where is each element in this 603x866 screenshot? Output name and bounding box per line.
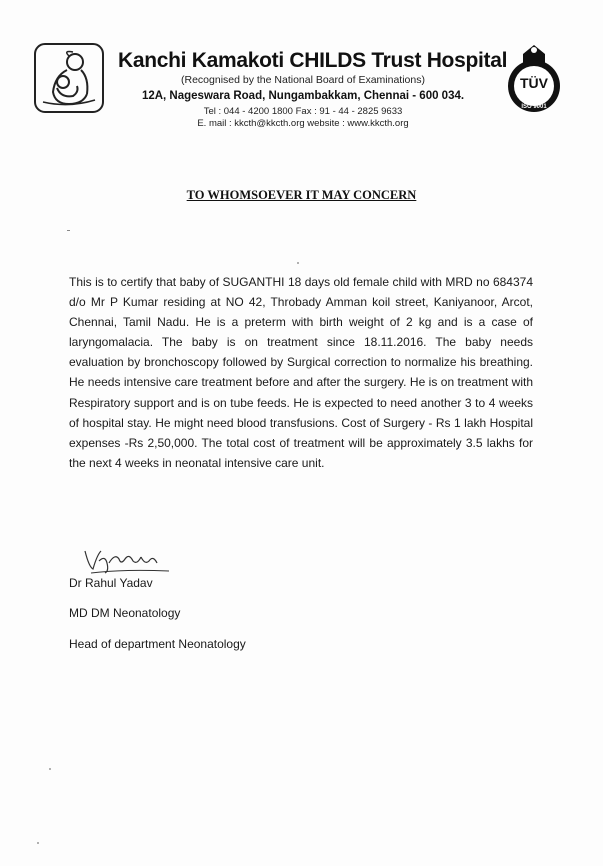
contact-line: Tel : 044 - 4200 1800 Fax : 91 - 44 - 2825 9633 bbox=[203, 106, 403, 117]
hospital-name: Kanchi Kamakoti CHILDS Trust Hospital bbox=[118, 49, 508, 72]
hospital-address: 12A, Nageswara Road, Nungambakkam, Chennai - 600 034. bbox=[141, 90, 465, 102]
email-website-line: E. mail : kkcth@kkcth.org website : www.kkcth.org bbox=[197, 118, 409, 129]
tuv-logo-text: TÜV bbox=[520, 75, 548, 91]
letter-heading: TO WHOMSOEVER IT MAY CONCERN bbox=[186, 188, 417, 202]
scan-speck bbox=[49, 768, 51, 770]
signatory-designation: Head of department Neonatology bbox=[69, 637, 246, 651]
signatory-degree: MD DM Neonatology bbox=[69, 606, 181, 620]
handwritten-signature bbox=[83, 545, 173, 577]
tuv-iso-certification-icon bbox=[497, 42, 571, 116]
scan-speck bbox=[37, 842, 39, 844]
scan-speck bbox=[297, 262, 299, 264]
stray-mark bbox=[67, 230, 70, 231]
iso-logo-text: ISO 9001 bbox=[521, 104, 547, 110]
signatory-name: Dr Rahul Yadav bbox=[69, 576, 153, 590]
hospital-logo-icon bbox=[33, 42, 105, 114]
recognition-line: (Recognised by the National Board of Examinations) bbox=[181, 74, 425, 86]
letter-body: This is to certify that baby of SUGANTHI 18 days old female child with MRD no 684374 d/o Mr P Kumar residing at NO 42, Throbady Amman koil street, Kaniyanoor, Arcot, Chennai, Tamil Nadu. He is a preterm with birth weight of 2 kg and is a case of laryngomalacia. The baby is on treatment since 18.11.2016. The baby needs evaluation by bronchoscopy followed by Surgical correction to normalize his breathing. He needs intensive care treatment before and after the surgery. He is on treatment with Respiratory support and is on tube feeds. He is expected to need another 3 to 4 weeks of hospital stay. He might need blood transfusions. Cost of Surgery - Rs 1 lakh Hospital expenses -Rs 2,50,000. The total cost of treatment will be approximately 3.5 lakhs for the next 4 weeks in neonatal intensive care unit. bbox=[69, 275, 533, 470]
